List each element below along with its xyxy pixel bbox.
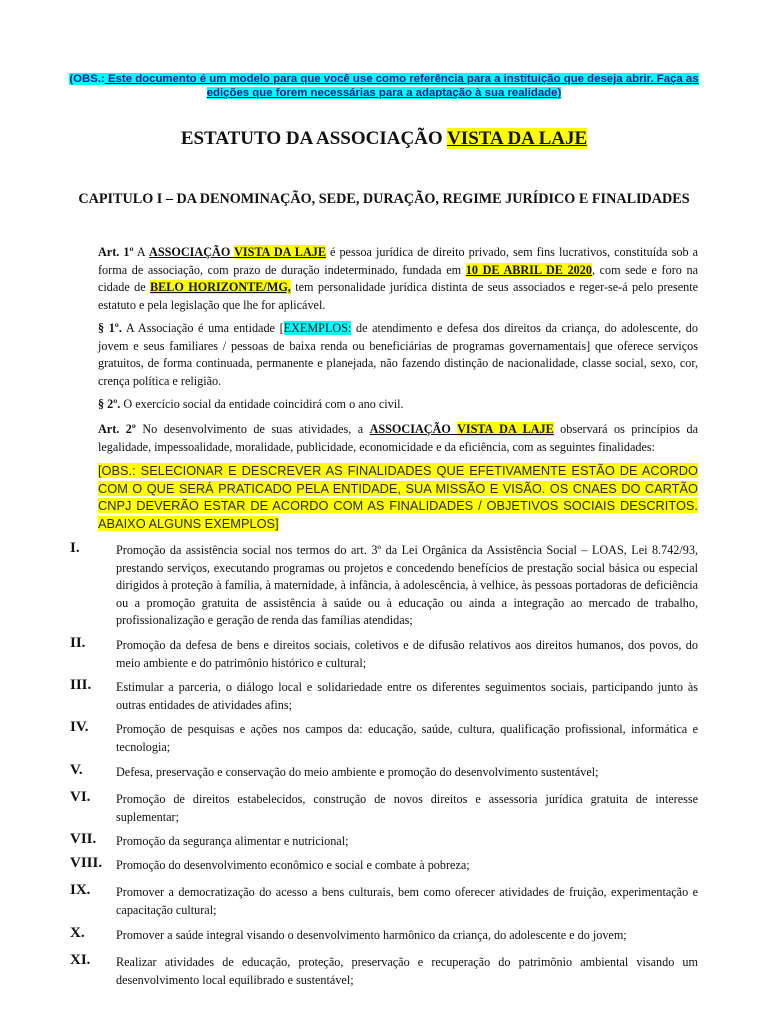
list-item [70,857,698,875]
item-number: XI. [70,952,91,968]
paragraph-1-text-a: A Associação é uma entidade [ [121,321,284,335]
notice-text: Este documento é um modelo para que você use como referência para a instituição que deseja abrir. Faça as edições que forem necessárias para a adaptação à sua realidade) [104,73,699,99]
item-number: I. [70,540,80,556]
title-association-name: VISTA DA LAJE [447,128,588,149]
item-text: Promover a democratização do acesso a bens culturais, bem como oferecer atividades de fruição, experimentação e capacitação cultural; [116,885,698,917]
item-text: Promoção de pesquisas e ações nos campos da: educação, saúde, cultura, qualificação profissional, informática e tecnologia; [116,722,698,754]
list-item [70,833,698,851]
list-item [70,884,698,919]
list-item [70,721,698,756]
item-number: V. [70,762,83,778]
item-number: III. [70,677,92,693]
chapter-title: CAPITULO I – DA DENOMINAÇÃO, SEDE, DURAÇÃO, REGIME JURÍDICO E FINALIDADES [78,191,690,207]
list-item [70,927,698,945]
item-number: IX. [70,882,91,898]
article-1-text-d: tem personalidade jurídica distinta de seus associados e reger-se-á pelo presente estatuto e pela legislação que lhe for aplicável. [98,280,698,312]
paragraph-2-text: O exercício social da entidade coincidirá com o ano civil. [120,397,404,411]
item-text: Promoção da assistência social nos termos do art. 3º da Lei Orgânica da Assistência Social – LOAS, Lei 8.742/93, prestando serviços, executando programas ou projetos e concedendo benefícios de prestação social básica ou especial dirigidos à proteção à família, à maternidade, à infância, à adolescência, à velhice, às pessoas portadoras de deficiência ou a promoção gratuita de assistência à saúde ou à educação ou ainda a integração ao mercado de trabalho, profissionalização e geração de renda das famílias atendidas; [116,543,698,627]
list-item [70,764,698,782]
article-1-text-a: A [133,245,150,259]
item-text: Realizar atividades de educação, proteção, preservação e recuperação do patrimônio ambiental visando um desenvolvimento local equilibrado e sustentável; [116,955,698,987]
item-text: Promoção de direitos estabelecidos, construção de novos direitos e assessoria jurídica gratuita de interesse suplementar; [116,792,698,824]
item-text: Defesa, preservação e conservação do meio ambiente e promoção do desenvolvimento sustentável; [116,765,599,779]
paragraph-1-examples: EXEMPLOS: [283,321,352,335]
title-prefix: ESTATUTO DA ASSOCIAÇÃO [180,128,448,149]
paragraph-1-label: § 1º. [98,321,122,335]
paragraph-2 [98,396,698,414]
article-2-label: Art. 2º [98,422,136,436]
item-number: VI. [70,789,91,805]
list-item [70,542,698,630]
list-item [70,637,698,672]
finalities-notice-text: [OBS.: SELECIONAR E DESCREVER AS FINALIDADES QUE EFETIVAMENTE ESTÃO DE ACORDO COM O QUE SERÁ PRATICADO PELA ENTIDADE, SUA MISSÃO E VISÃO. OS CNAES DO CARTÃO CNPJ DEVERÃO ESTAR DE ACORDO COM AS FINALIDADES / OBJETIVOS SOCIAIS DESCRITOS. ABAIXO ALGUNS EXEMPLOS] [98,463,698,531]
item-number: IV. [70,719,89,735]
finalities-notice [98,462,698,532]
notice-prefix: (OBS.: [69,73,105,85]
article-2-name: VISTA DA LAJE [457,422,554,436]
paragraph-1 [98,320,698,390]
list-item [70,791,698,826]
item-text: Promoção do desenvolvimento econômico e social e combate à pobreza; [116,858,470,872]
article-1-label: Art. 1º [98,245,134,259]
article-2 [98,421,698,456]
item-text: Promoção da segurança alimentar e nutricional; [116,834,349,848]
paragraph-1-text-b: de atendimento e defesa dos direitos da criança, do adolescente, do jovem e seus familiares / pessoas de baixa renda ou beneficiárias de programas governamentais] que oferece serviços gratuitos, de forma continuada, permanente e planejada, não fazendo distinção de nacionalidade, classe social, sexo, cor, crença política e religião. [98,321,698,388]
item-text: Promoção da defesa de bens e direitos sociais, coletivos e de difusão relativos aos direitos humanos, dos povos, do meio ambiente e do patrimônio histórico e cultural; [116,638,698,670]
article-1-date: 10 DE ABRIL DE 2020 [465,262,592,277]
document-title [0,128,768,150]
article-1-text-c: , com sede e foro na cidade de [98,262,698,294]
template-notice [60,72,708,100]
article-1-name: VISTA DA LAJE [234,245,326,259]
article-2-text-a: No desenvolvimento de suas atividades, a [135,422,370,436]
item-text: Promover a saúde integral visando o desenvolvimento harmônico da criança, do adolescente e do jovem; [116,928,627,942]
article-2-text-b: observará os princípios da legalidade, impessoalidade, moralidade, publicidade, economicidade e da eficiência, com as seguintes finalidades: [98,422,698,454]
item-text: Estimular a parceria, o diálogo local e solidariedade entre os diferentes seguimentos sociais, participando junto às outras entidades de atividades afins; [116,680,698,712]
list-item [70,679,698,714]
article-2-assoc: ASSOCIAÇÃO [369,422,458,436]
item-number: VIII. [70,855,103,871]
item-number: VII. [70,831,97,847]
paragraph-2-label: § 2º. [98,397,121,411]
list-item [70,954,698,989]
item-number: II. [70,635,86,651]
article-1-city: BELO HORIZONTE/MG, [150,280,291,294]
article-1-assoc: ASSOCIAÇÃO [149,245,235,259]
article-1-text-b: é pessoa jurídica de direito privado, sem fins lucrativos, constituída sob a forma de associação, com prazo de duração indeterminado, fundada em [98,245,699,277]
article-1 [98,244,698,314]
item-number: X. [70,925,85,941]
